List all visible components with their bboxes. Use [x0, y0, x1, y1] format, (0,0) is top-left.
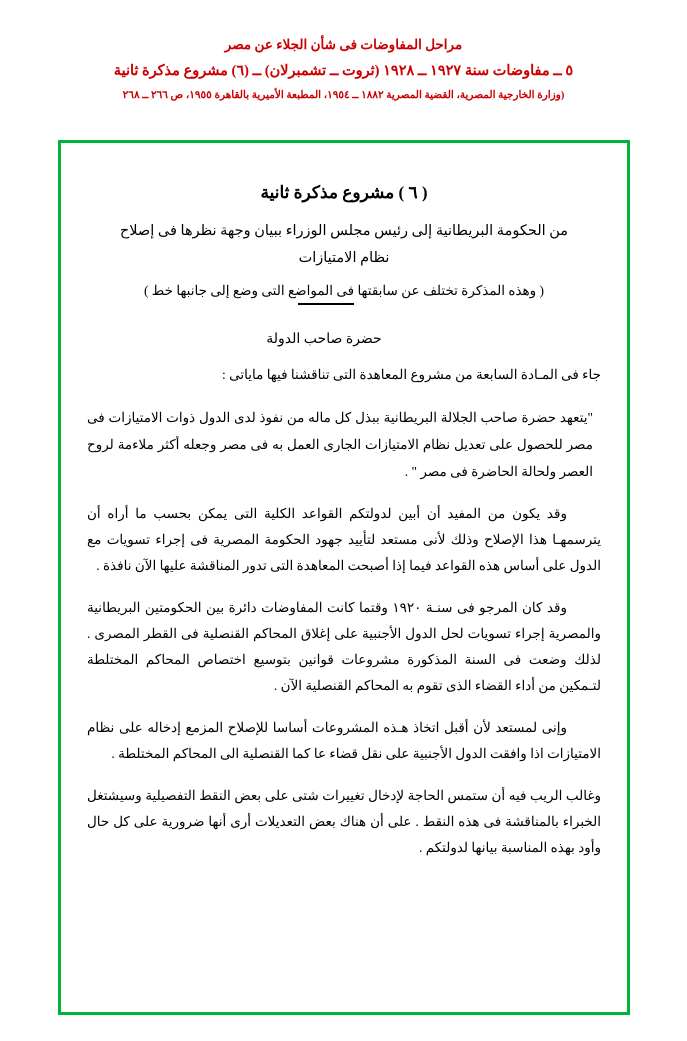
document-content [87, 165, 601, 877]
header-source-line: (وزارة الخارجية المصرية، القضية المصرية ١٨٨٢ ــ ١٩٥٤، المطبعة الأميرية بالقاهرة ١٩٥٥، ص ٢٦٦ ــ ٢٦٨ [122, 90, 565, 101]
page-header [0, 36, 687, 104]
document-frame [58, 140, 630, 1015]
body-paragraph: جاء فى المـادة السابعة من مشروع المعاهدة التى تناقشنا فيها ماياتى : [221, 366, 601, 382]
document-subtitle-line-1: من الحكومة البريطانية إلى رئيس مجلس الوزراء ببيان وجهة نظرها فى إصلاح [119, 223, 569, 239]
document-note: ( وهذه المذكرة تختلف عن سابقتها فى المواضع التى وضع إلى جانبها خط ) [143, 283, 545, 298]
body-paragraph: وقد يكون من المفيد أن أبين لدولتكم القواعد الكلية التى يمكن بحسب ما أراه أن يترسمهـا هذا الإصلاح وذلك لأنى مستعد لتأييد جهود الحكومة المصرية فى إجراء تسويات مع الدول على أساس هذه القواعد فيما إذا أصبحت المعاهدة التى تدور المناقشة عليها الآن نافذة . [87, 505, 601, 573]
document-subtitle-line-2: نظام الامتيازات [298, 250, 390, 266]
body-paragraph: وقد كان المرجو فى سنـة ١٩٢٠ وقتما كانت المفاوضات دائرة بين الحكومتين البريطانية والمصرية إجراء تسويات لحل الدول الأجنبية على إغلاق المحاكم القنصلية فى القطر المصرى . لذلك وضعت فى السنة المذكورة مشروعات قوانين بتوسيع اختصاص المحاكم المختلطة لتـمكين من أداء القضاء الذى تقوم به المحاكم القنصلية الآن . [87, 599, 601, 693]
note-underline-rule [298, 303, 354, 305]
header-title-line: مراحل المفاوضات فى شأن الجلاء عن مصر [224, 37, 463, 52]
salutation: حضرة صاحب الدولة [266, 331, 382, 347]
body-paragraph: وإنى لمستعد لأن أقبل اتخاذ هـذه المشروعات أساسا للإصلاح المزمع إدخاله على نظام الامتيازات اذا وافقت الدول الأجنبية على نقل قضاء عا كما القنصلية الى المحاكم المختلطة . [87, 719, 601, 761]
quoted-article-text: "يتعهد حضرة صاحب الجلالة البريطانية ببذل كل ماله من نفوذ لدى الدول ذوات الامتيازات فى مصر للحصول على تعديل نظام الامتيازات الجارى العمل به فى مصر وجعله أكثر ملاءمة لروح العصر ولحالة الحاضرة فى مصر " . [87, 409, 593, 479]
header-subtitle-line: ٥ ــ مفاوضات سنة ١٩٢٧ ــ ١٩٢٨ (ثروت ــ تشمبرلان) ــ (٦) مشروع مذكرة ثانية [113, 63, 574, 79]
body-paragraph: وغالب الريب فيه أن ستمس الحاجة لإدخال تغييرات شتى على بعض النقط التفصيلية وسيشتغل الخبراء بالمناقشة فى هذه النقط . على أن هناك بعض التعديلات أرى أنها ضرورية على كل حال وأود بهذه المناسبة بيانها لدولتكم . [87, 787, 601, 855]
page-title: ( ٦ ) مشروع مذكرة ثانية [260, 183, 428, 202]
